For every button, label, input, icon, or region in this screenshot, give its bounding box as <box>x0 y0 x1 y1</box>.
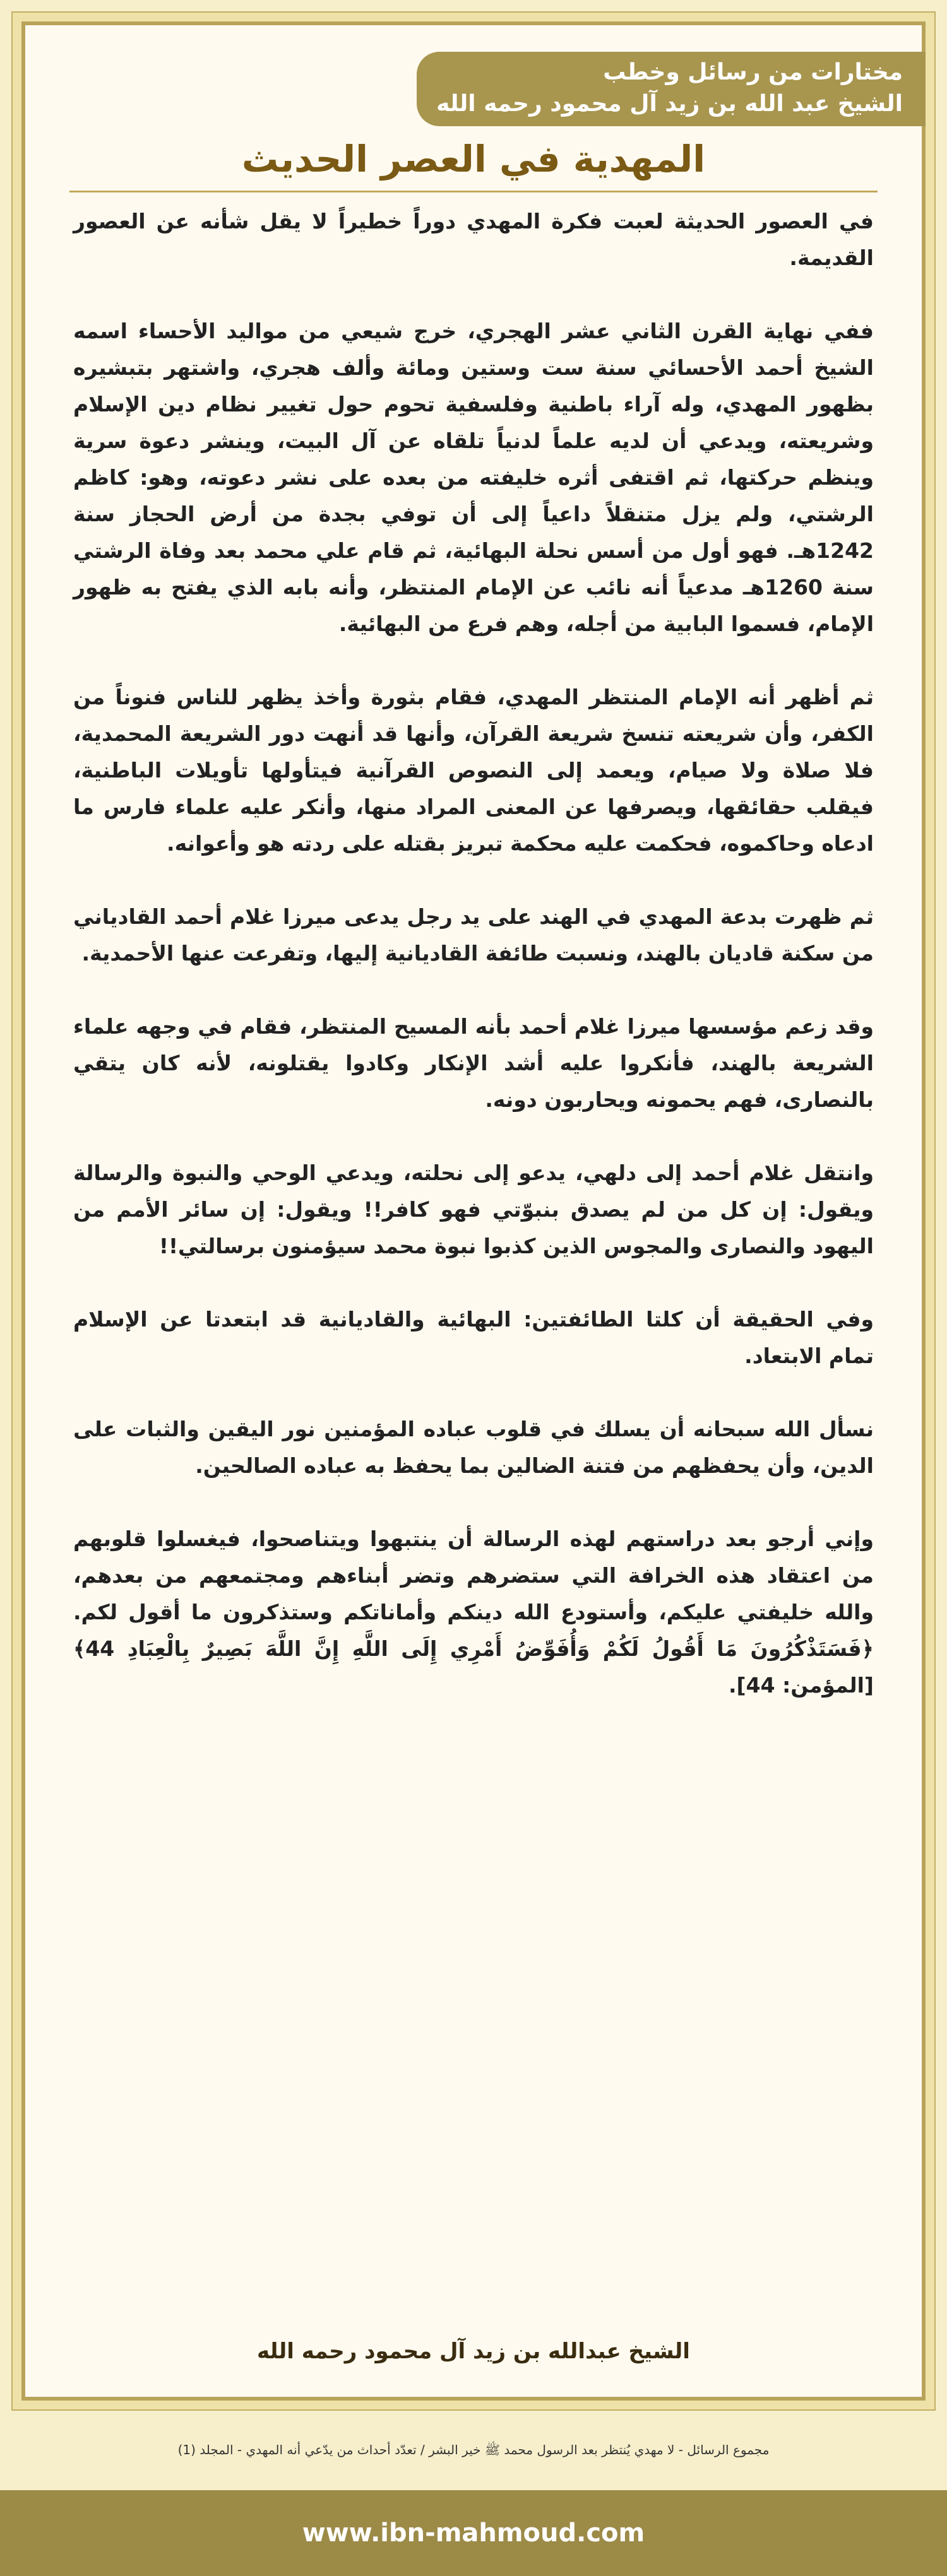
paragraph: وفي الحقيقة أن كلتا الطائفتين: البهائية والقاديانية قد ابتعدتا عن الإسلام تمام الابتعاد. <box>73 1307 874 1368</box>
title-divider <box>69 191 878 192</box>
paragraph: وإني أرجو بعد دراستهم لهذه الرسالة أن ينتبهوا ويتناصحوا، فيغسلوا قلوبهم من اعتقاد هذه الخرافة التي ستضرهم وتضر أبناءهم ومجتمعهم من بعدهم، والله خليفتي عليكم، وأستودع الله دينكم وأماناتكم وستذكرون ما أقول لكم. ﴿فَسَتَذْكُرُونَ مَا أَقُولُ لَكُمْ وَأُفَوِّضُ أَمْرِي إِلَى اللَّهِ إِنَّ اللَّهَ بَصِيرٌ بِالْعِبَادِ 44﴾ [المؤمن: 44]. <box>73 1527 874 1698</box>
paragraph: وقد زعم مؤسسها ميرزا غلام أحمد بأنه المسيح المنتظر، فقام في وجهه علماء الشريعة بالهند، فأنكروا عليه أشد الإنكار وكادوا يقتلونه، لأنه كان يتقي بالنصارى، فهم يحمونه ويحاربون دونه. <box>73 1014 874 1112</box>
paragraph: في العصور الحديثة لعبت فكرة المهدي دوراً خطيراً لا يقل شأنه عن العصور القديمة. <box>73 209 874 270</box>
paragraph: ثم ظهرت بدعة المهدي في الهند على يد رجل يدعى ميرزا غلام أحمد القادياني من سكنة قاديان بالهند، ونسبت طائفة القاديانية إليها، وتفرعت عنها الأحمدية. <box>73 904 874 966</box>
page-title: المهدية في العصر الحديث <box>241 138 706 180</box>
header-badge <box>417 52 926 126</box>
website-footer-bar <box>0 2490 947 2576</box>
paragraph: ففي نهاية القرن الثاني عشر الهجري، خرج شيعي من مواليد الأحساء اسمه الشيخ أحمد الأحسائي سنة ست وستين ومائة وألف هجري، واشتهر بتبشيره بظهور المهدي، وله آراء باطنية وفلسفية تحوم حول تغيير نظام دين الإسلام وشريعته، ويدعي أن لديه علماً لدنياً تلقاه عن آل البيت، وينشر دعوة سرية وينظم حركتها، ثم اقتفى أثره خليفته من بعده على نشر دعوته، وهو: كاظم الرشتي، ولم يزل متنقلاً داعياً إلى أن توفي بجدة من أرض الحجاز سنة 1242هـ. فهو أول من أسس نحلة البهائية، ثم قام علي محمد بعد وفاة الرشتي سنة 1260هـ مدعياً أنه نائب عن الإمام المنتظر، وأنه بابه الذي يفتح به ظهور الإمام، فسموا البابية من أجله، وهم فرع من البهائية. <box>73 319 874 636</box>
header-line-2: الشيخ عبد الله بن زيد آل محمود رحمه الله <box>436 91 903 117</box>
website-link[interactable]: www.ibn-mahmoud.com <box>302 2519 645 2548</box>
header-line-1: مختارات من رسائل وخطب <box>603 59 903 85</box>
source-footnote: مجموع الرسائل - لا مهدي يُنتظر بعد الرسول محمد ﷺ خير البشر / تعدّد أحداث من يدّعي أنه المهدي - المجلد (1) <box>177 2442 770 2457</box>
paragraph: نسأل الله سبحانه أن يسلك في قلوب عباده المؤمنين نور اليقين والثبات على الدين، وأن يحفظهم من فتنة الضالين بما يحفظ به عباده الصالحين. <box>73 1417 874 1478</box>
article-body <box>73 203 874 1740</box>
author-signature: الشيخ عبدالله بن زيد آل محمود رحمه الله <box>257 2339 690 2364</box>
paragraph: ثم أظهر أنه الإمام المنتظر المهدي، فقام بثورة وأخذ يظهر للناس فنوناً من الكفر، وأن شريعته تنسخ شريعة القرآن، وأنها قد أنهت دور الشريعة المحمدية، فلا صلاة ولا صيام، ويعمد إلى النصوص القرآنية فيتأولها تأويلات الباطنية، فيقلب حقائقها، ويصرفها عن المعنى المراد منها، وأنكر عليه علماء فارس ما ادعاه وحاكموه، فحكمت عليه محكمة تبريز بقتله على ردته هو وأعوانه. <box>73 685 874 856</box>
paragraph: وانتقل غلام أحمد إلى دلهي، يدعو إلى نحلته، ويدعي الوحي والنبوة والرسالة ويقول: إن كل من لم يصدق بنبوّتي فهو كافر!! ويقول: إن سائر الأمم من اليهود والنصارى والمجوس الذين كذبوا نبوة محمد سيؤمنون برسالتي!! <box>73 1161 874 1258</box>
